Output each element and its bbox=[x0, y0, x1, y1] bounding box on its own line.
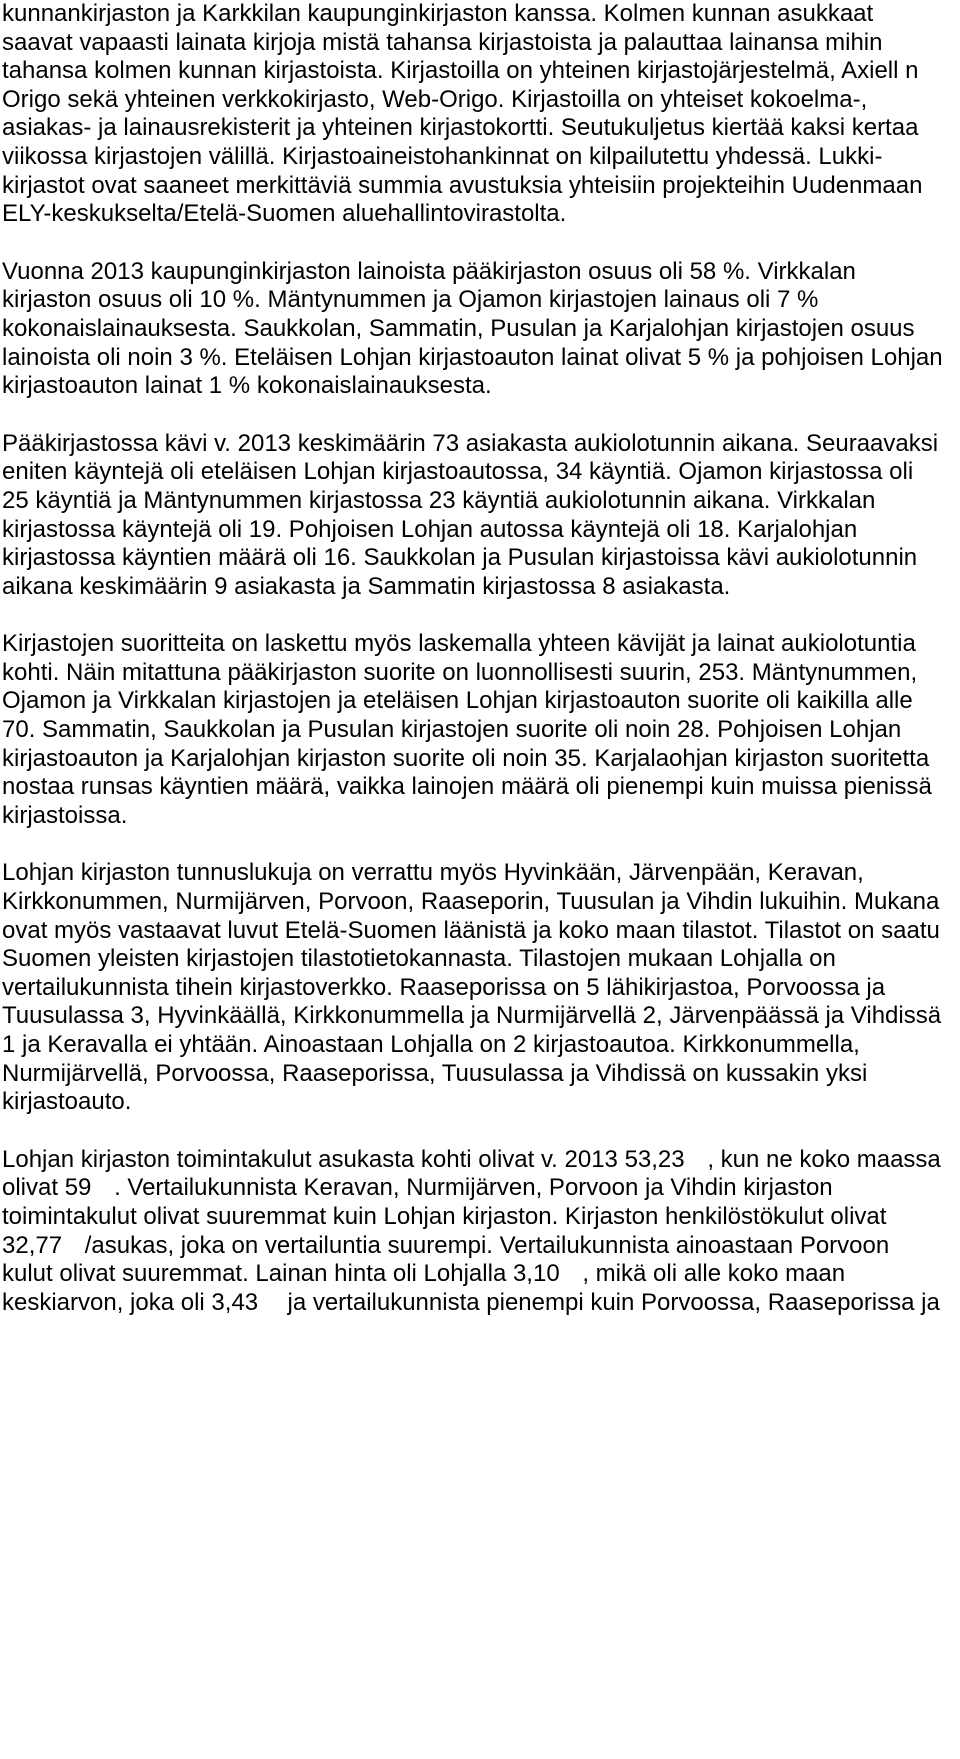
paragraph-gap bbox=[2, 1117, 946, 1146]
paragraph-gap bbox=[2, 229, 946, 258]
paragraph-1: kunnankirjaston ja Karkkilan kaupunginkirjaston kanssa. Kolmen kunnan asukkaat saavat vapaasti lainata kirjoja mistä tahansa kirjastoista ja palauttaa lainansa mihin tahansa kolmen kunnan kirjastoista. Kirjastoilla on yhteinen kirjastojärjestelmä, Axiell n Origo sekä yhteinen verkkokirjasto, Web-Origo. Kirjastoilla on yhteiset kokoelma-, asiakas- ja lainausrekisterit ja yhteinen kirjastokortti. Seutukuljetus kiertää kaksi kertaa viikossa kirjastojen välillä. Kirjastoaineistohankinnat on kilpailutettu yhdessä. Lukki-kirjastot ovat saaneet merkittäviä summia avustuksia yhteisiin projekteihin Uudenmaan ELY-keskukselta/Etelä-Suomen aluehallintovirastolta. bbox=[2, 0, 923, 228]
paragraph-6-part-3: . Vertailukunnista Keravan, Nurmijärven, Porvoon ja Vihdin kirjaston toimintakulut olivat suuremmat kuin Lohjan kirjaston. Kirjaston henkilöstökulut olivat 32,77 bbox=[2, 1174, 887, 1259]
paragraph-4: Kirjastojen suoritteita on laskettu myös laskemalla yhteen kävijät ja lainat aukiolotuntia kohti. Näin mitattuna pääkirjaston suorite on luonnollisesti suurin, 253. Mäntynummen, Ojamon ja Virkkalan kirjastojen ja eteläisen Lohjan kirjastoauton suorite oli kaikilla alle 70. Sammatin, Saukkolan ja Pusulan kirjastojen suorite oli noin 28. Pohjoisen Lohjan kirjastoauton ja Karjalohjan kirjaston suorite oli noin 35. Karjalaohjan kirjaston suoritetta nostaa runsas käyntien määrä, vaikka lainojen määrä oli pienempi kuin muissa pienissä kirjastoissa. bbox=[2, 630, 932, 829]
paragraph-6-part-1: Lohjan kirjaston toimintakulut asukasta kohti olivat v. 2013 53,23 bbox=[2, 1145, 685, 1173]
paragraph-gap bbox=[2, 401, 946, 430]
paragraph-6-part-5: , mikä oli alle koko maan keskiarvon, joka oli 3,43 bbox=[2, 1260, 846, 1316]
paragraph-2: Vuonna 2013 kaupunginkirjaston lainoista pääkirjaston osuus oli 58 %. Virkkalan kirjaston osuus oli 10 %. Mäntynummen ja Ojamon kirjastojen lainaus oli 7 % kokonaislainauksesta. Saukkolan, Sammatin, Pusulan ja Karjalohjan kirjastojen osuus lainoista oli noin 3 %. Eteläisen Lohjan kirjastoauton lainat olivat 5 % ja pohjoisen Lohjan kirjastoauton lainat 1 % kokonaislainauksesta. bbox=[2, 257, 943, 400]
paragraph-6-part-4: /asukas, joka on vertailuntia suurempi. Vertailukunnista ainoastaan Porvoon kulut olivat suuremmat. Lainan hinta oli Lohjalla 3,10 bbox=[2, 1231, 890, 1288]
paragraph-6-part-6: ja vertailukunnista pienempi kuin Porvoossa, Raaseporissa ja bbox=[287, 1288, 940, 1316]
paragraph-gap bbox=[2, 830, 946, 859]
paragraph-5: Lohjan kirjaston tunnuslukuja on verrattu myös Hyvinkään, Järvenpään, Keravan, Kirkkonummen, Nurmijärven, Porvoon, Raaseporin, Tuusulan ja Vihdin lukuihin. Mukana ovat myös vastaavat luvut Etelä-Suomen läänistä ja koko maan tilastot. Tilastot on saatu Suomen yleisten kirjastojen tilastotietokannasta. Tilastojen mukaan Lohjalla on vertailukunnista tihein kirjastoverkko. Raaseporissa on 5 lähikirjastoa, Porvoossa ja Tuusulassa 3, Hyvinkäällä, Kirkkonummella ja Nurmijärvellä 2, Järvenpäässä ja Vihdissä 1 ja Keravalla ei yhtään. Ainoastaan Lohjalla on 2 kirjastoautoa. Kirkkonummella, Nurmijärvellä, Porvoossa, Raaseporissa, Tuusulassa ja Vihdissä on kussakin yksi kirjastoauto. bbox=[2, 859, 942, 1116]
paragraph-6 bbox=[2, 1146, 946, 1318]
paragraph-gap bbox=[2, 601, 946, 630]
paragraph-6-part-2: , kun ne koko maassa olivat 59 bbox=[2, 1145, 941, 1202]
paragraph-3: Pääkirjastossa kävi v. 2013 keskimäärin 73 asiakasta aukiolotunnin aikana. Seuraavaksi eniten käyntejä oli eteläisen Lohjan kirjastoautossa, 34 käyntiä. Ojamon kirjastossa oli 25 käyntiä ja Mäntynummen kirjastossa 23 käyntiä aukiolotunnin aikana. Virkkalan kirjastossa käyntejä oli 19. Pohjoisen Lohjan autossa käyntejä oli 18. Karjalohjan kirjastossa käyntien määrä oli 16. Saukkolan ja Pusulan kirjastoissa kävi aukiolotunnin aikana keskimäärin 9 asiakasta ja Sammatin kirjastossa 8 asiakasta. bbox=[2, 429, 939, 600]
